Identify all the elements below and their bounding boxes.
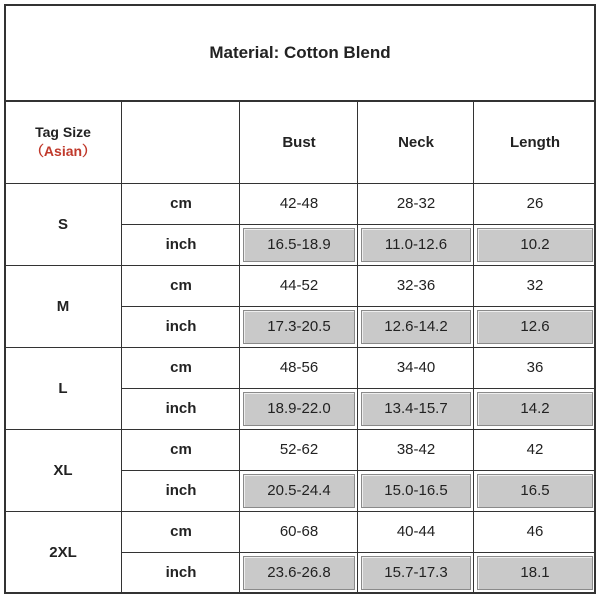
neck-inch-value: 12.6-14.2 bbox=[384, 318, 448, 335]
inch-unit-label: inch bbox=[165, 482, 197, 499]
header-bust: Bust bbox=[282, 133, 316, 151]
length-cm-value: 46 bbox=[526, 523, 544, 540]
size-label: XL bbox=[53, 461, 73, 479]
size-label: L bbox=[58, 379, 68, 397]
bust-inch-value: 20.5-24.4 bbox=[267, 482, 331, 499]
tag-size-header bbox=[4, 101, 122, 183]
bust-cm-value: 52-62 bbox=[279, 441, 319, 458]
length-inch-value: 16.5 bbox=[520, 482, 550, 499]
neck-cm-value: 34-40 bbox=[396, 359, 436, 376]
length-cm-value: 36 bbox=[526, 359, 544, 376]
length-inch-value: 14.2 bbox=[520, 400, 550, 417]
bust-cm-value: 42-48 bbox=[279, 195, 319, 212]
inch-unit-label: inch bbox=[165, 564, 197, 581]
bust-cm-value: 48-56 bbox=[279, 359, 319, 376]
length-inch-value: 18.1 bbox=[520, 564, 550, 581]
cm-unit-label: cm bbox=[170, 441, 192, 458]
bust-cm-value: 60-68 bbox=[279, 523, 319, 540]
bust-inch-value: 23.6-26.8 bbox=[267, 564, 331, 581]
inch-unit-label: inch bbox=[165, 318, 197, 335]
length-inch-value: 12.6 bbox=[520, 318, 550, 335]
cm-unit-label: cm bbox=[170, 359, 192, 376]
neck-inch-value: 11.0-12.6 bbox=[384, 236, 448, 253]
length-inch-value: 10.2 bbox=[520, 236, 550, 253]
material-title: Material: Cotton Blend bbox=[209, 42, 391, 62]
size-label: S bbox=[57, 215, 68, 233]
cm-unit-label: cm bbox=[170, 195, 192, 212]
header-length: Length bbox=[510, 133, 560, 151]
bust-inch-value: 16.5-18.9 bbox=[267, 236, 331, 253]
neck-inch-value: 15.0-16.5 bbox=[384, 482, 448, 499]
header-neck: Neck bbox=[398, 133, 434, 151]
neck-cm-value: 38-42 bbox=[396, 441, 436, 458]
bust-inch-value: 17.3-20.5 bbox=[267, 318, 331, 335]
neck-inch-value: 15.7-17.3 bbox=[384, 564, 448, 581]
size-label: M bbox=[56, 297, 70, 315]
neck-cm-value: 40-44 bbox=[396, 523, 436, 540]
neck-inch-value: 13.4-15.7 bbox=[384, 400, 448, 417]
length-cm-value: 32 bbox=[526, 277, 544, 294]
length-cm-value: 42 bbox=[526, 441, 544, 458]
neck-cm-value: 32-36 bbox=[396, 277, 436, 294]
neck-cm-value: 28-32 bbox=[396, 195, 436, 212]
inch-unit-label: inch bbox=[165, 236, 197, 253]
cm-unit-label: cm bbox=[170, 277, 192, 294]
bust-inch-value: 18.9-22.0 bbox=[267, 400, 331, 417]
tag-size-label: Tag Size bbox=[35, 124, 91, 140]
title-divider bbox=[4, 100, 596, 102]
border-top bbox=[4, 4, 596, 6]
asian-note: （Asian） bbox=[29, 143, 97, 159]
inch-unit-label: inch bbox=[165, 400, 197, 417]
size-label: 2XL bbox=[49, 543, 77, 561]
cm-unit-label: cm bbox=[170, 523, 192, 540]
length-cm-value: 26 bbox=[526, 195, 544, 212]
bust-cm-value: 44-52 bbox=[279, 277, 319, 294]
